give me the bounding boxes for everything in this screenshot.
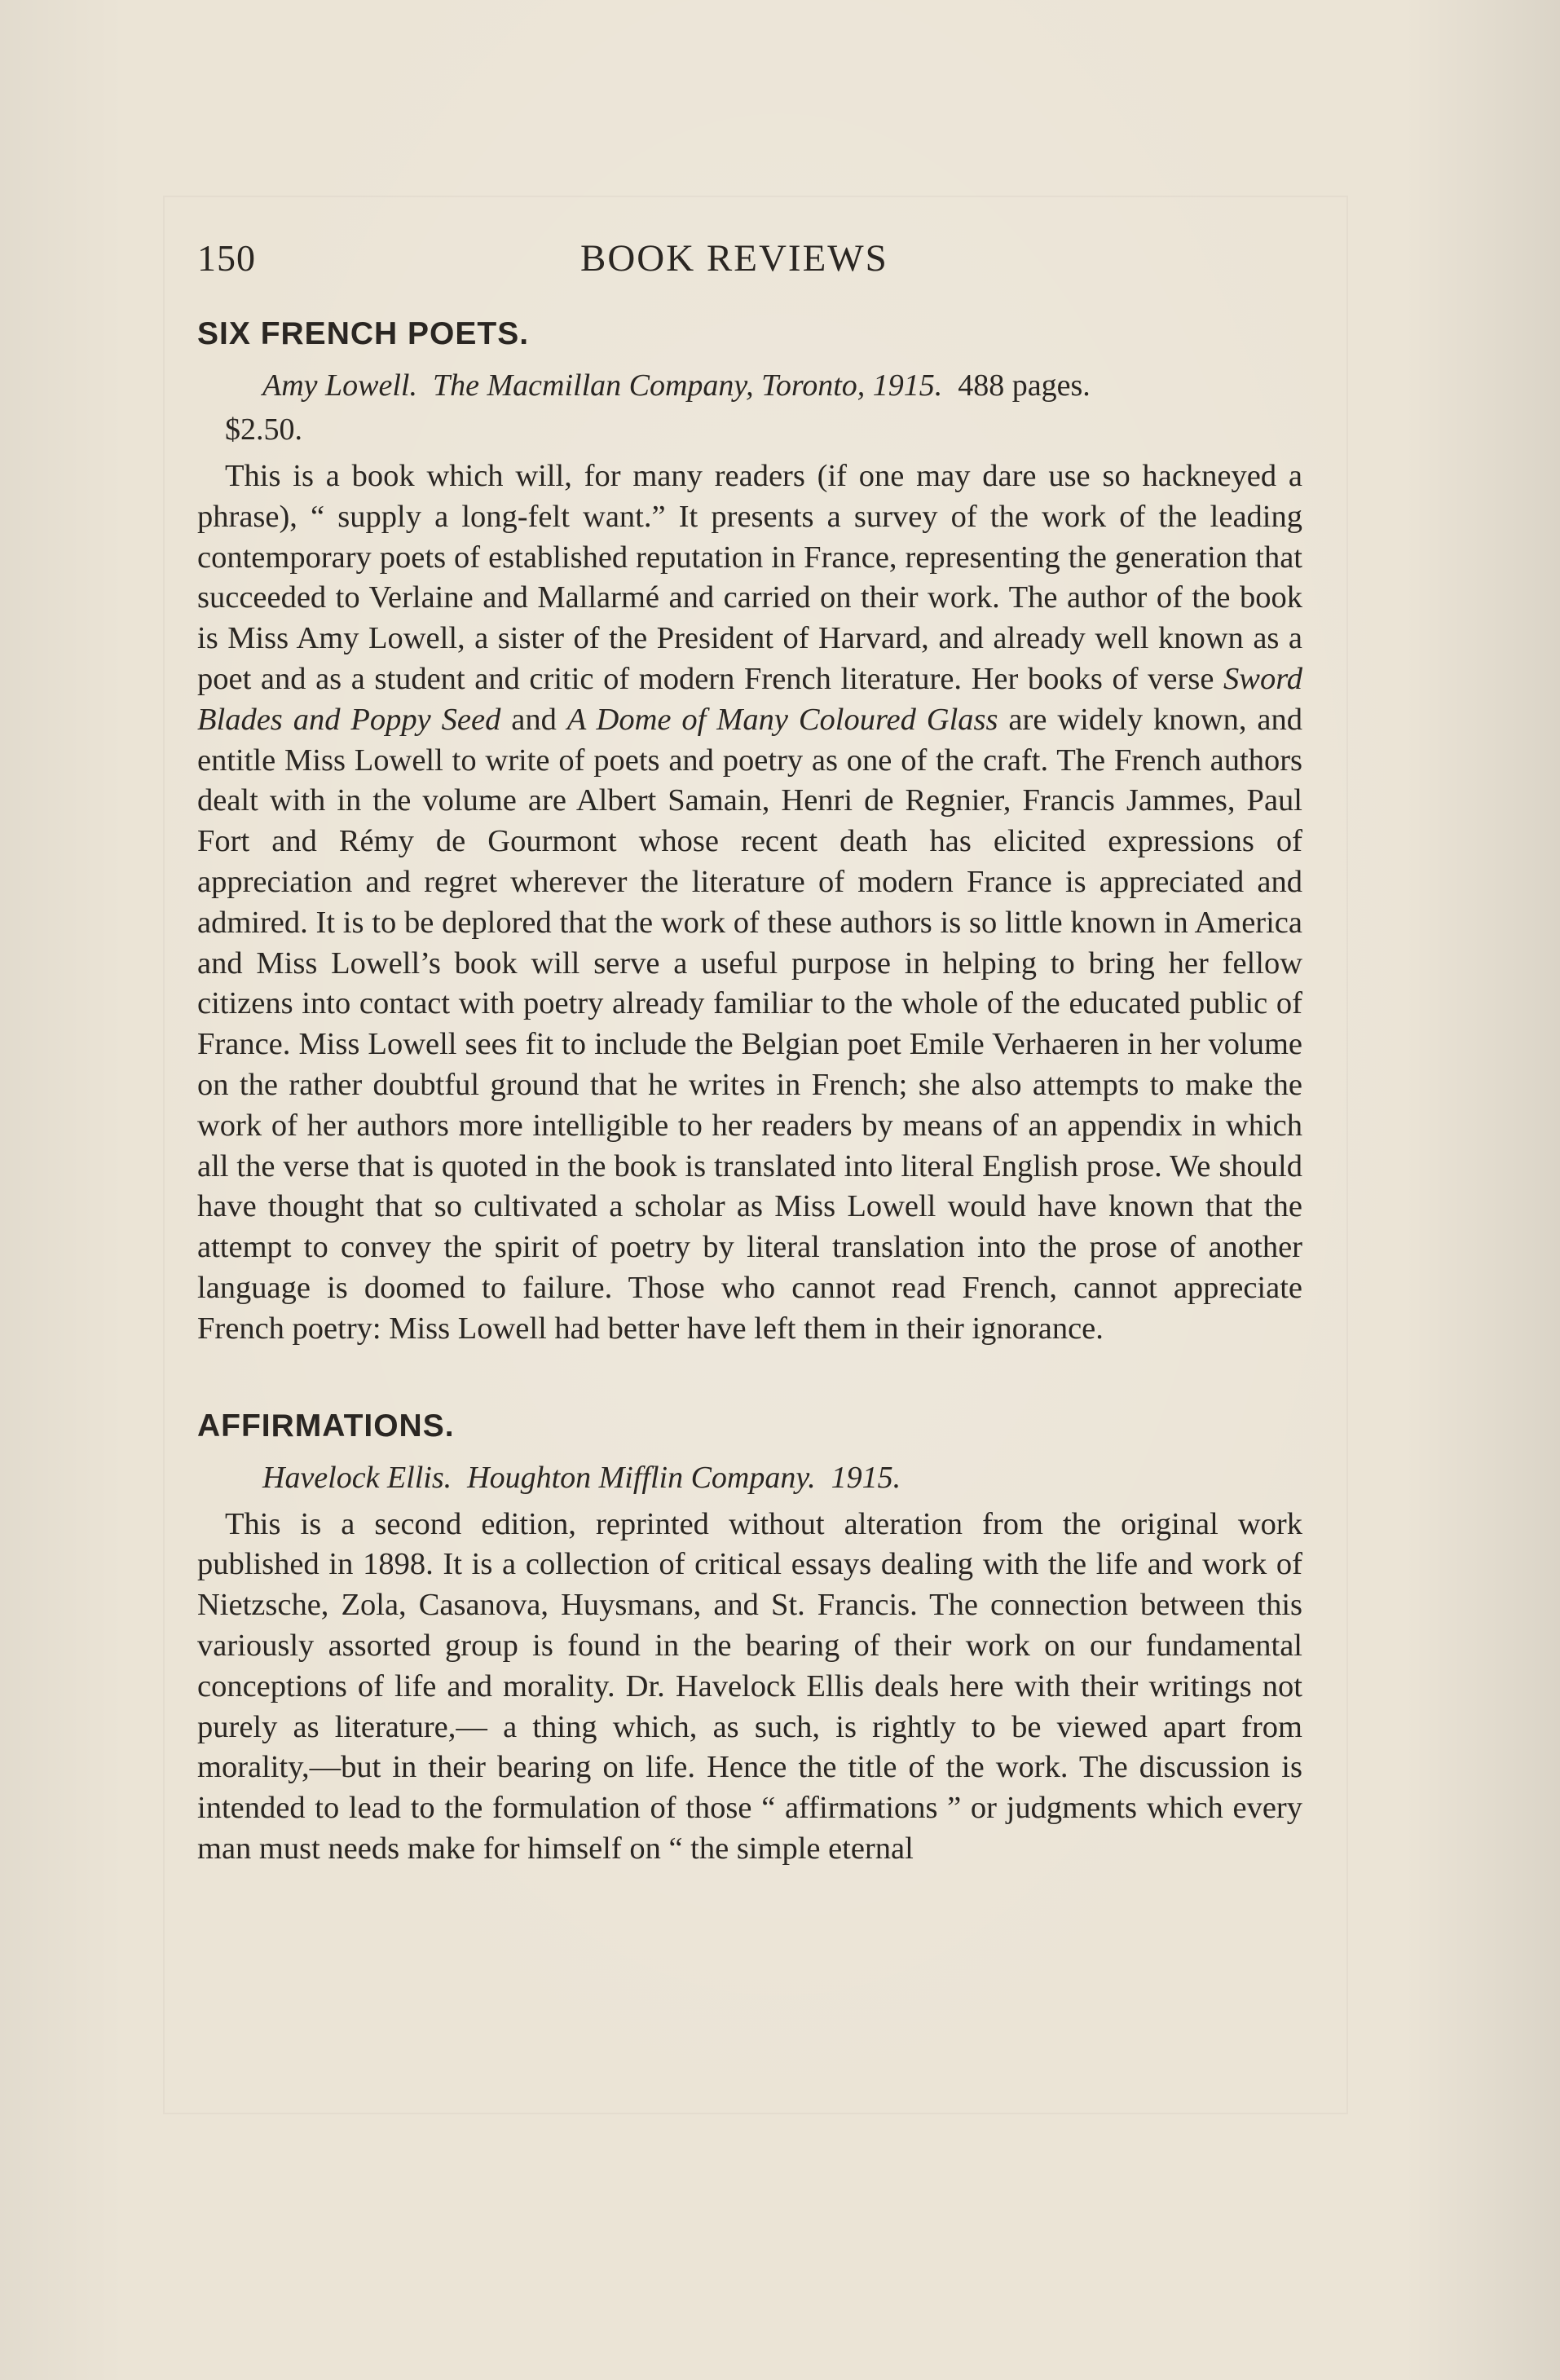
review-author: Amy Lowell. bbox=[262, 368, 417, 403]
review-publisher: Houghton Mifflin Company. bbox=[467, 1460, 816, 1495]
review-body-text: and bbox=[500, 702, 567, 737]
review-pages: 488 pages. bbox=[958, 368, 1091, 403]
review-year: 1915. bbox=[831, 1460, 901, 1495]
book-title-sword-blades: Sword Blades and Poppy Seed bbox=[197, 661, 1302, 737]
book-page bbox=[197, 236, 1302, 2323]
review-title: SIX FRENCH POETS. bbox=[197, 316, 530, 351]
review-six-french-poets bbox=[197, 316, 1302, 1350]
running-title: BOOK REVIEWS bbox=[580, 237, 888, 280]
review-price: $2.50. bbox=[225, 412, 302, 447]
review-body-text: This is a book which will, for many readers (if one may dare use so hackneyed a phrase), “ supply a long-felt want.” It presents a survey of the work of the leading contemporary poets of established reputation in France, representing the generation that succeeded to Verlaine and Mallarmé and carried on their work. The author of the book is Miss Amy Lowell, a sister of the President of Harvard, and already well known as a poet and as a student and critic of modern French literature. Her books of verse bbox=[197, 459, 1302, 696]
review-title: AFFIRMATIONS. bbox=[197, 1408, 455, 1443]
review-body bbox=[197, 456, 1302, 1350]
review-body-text: are widely known, and entitle Miss Lowell to write of poets and poetry as one of the craft. The French authors dealt with in the volume are Albert Samain, Henri de Regnier, Francis Jammes, Paul Fort and Rémy de Gourmont whose recent death has elicited expressions of appreciation and regret wherever the literature of modern France is appreciated and admired. It is to be deplored that the work of these authors is so little known in America and Miss Lowell’s book will serve a useful purpose in helping to bring her fellow citizens into contact with poetry already familiar to the whole of the educated public of France. Miss Lowell sees fit to include the Belgian poet Emile Verhaeren in her volume on the rather doubtful ground that he writes in French; she also attempts to make the work of her authors more intelligible to her readers by means of an appendix in which all the verse that is quoted in the book is translated into literal English prose. We should have thought that so cultivated a scholar as Miss Lowell would have known that the attempt to convey the spirit of poetry by literal translation into the prose of another language is doomed to failure. Those who cannot read French, cannot appreciate French poetry: Miss Lowell had better have left them in their ignorance. bbox=[197, 702, 1302, 1346]
review-citation bbox=[197, 1457, 1302, 1498]
review-body: This is a second edition, reprinted without alteration from the original work published in 1898. It is a collection of critical essays dealing with the life and work of Nietzsche, Zola, Casanova, Huysmans, and St. Francis. The connection between this variously assorted group is found in the bearing of their work on our fundamental conceptions of life and morality. Dr. Havelock Ellis deals here with their writings not purely as literature,— a thing which, as such, is rightly to be viewed apart from morality,—but in their bearing on life. Hence the title of the work. The discussion is intended to lead to the formulation of those “ affirmations ” or judgments which every man must needs make for himself on “ the simple eternal bbox=[197, 1506, 1302, 1866]
review-author: Havelock Ellis. bbox=[262, 1460, 452, 1495]
book-title-dome: A Dome of Many Coloured Glass bbox=[566, 702, 998, 737]
running-header bbox=[197, 236, 1302, 293]
page-number: 150 bbox=[197, 237, 256, 279]
review-affirmations bbox=[197, 1408, 1302, 1870]
review-publisher: The Macmillan Company, Toronto, 1915. bbox=[432, 368, 943, 403]
review-citation bbox=[197, 365, 1302, 406]
